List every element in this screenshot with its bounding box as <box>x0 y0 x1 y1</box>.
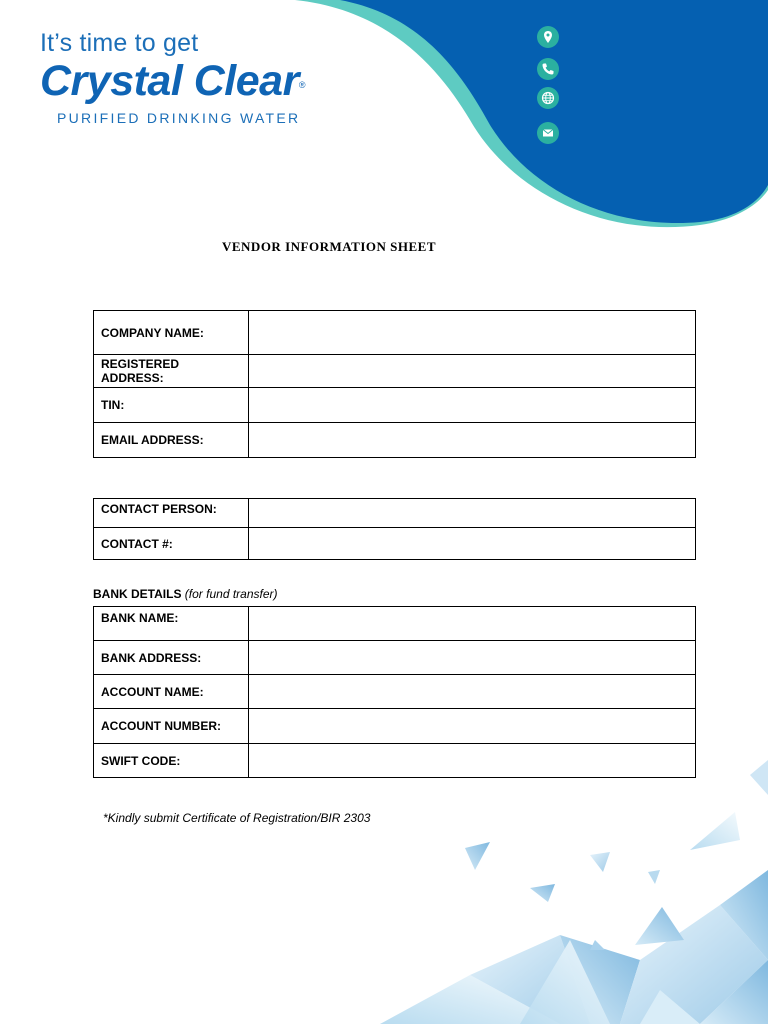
row-label: CONTACT #: <box>94 528 249 560</box>
bank-details-note: (for fund transfer) <box>184 587 278 601</box>
row-label: BANK ADDRESS: <box>94 641 249 675</box>
row-label: TIN: <box>94 388 249 423</box>
row-label: ACCOUNT NAME: <box>94 675 249 709</box>
row-label: SWIFT CODE: <box>94 744 249 778</box>
registered-mark: ® <box>298 80 305 90</box>
row-label: EMAIL ADDRESS: <box>94 423 249 458</box>
row-label: COMPANY NAME: <box>94 311 249 355</box>
row-label: ACCOUNT NUMBER: <box>94 709 249 744</box>
brand-tagline: It’s time to get <box>40 29 199 57</box>
brand-subtitle: PURIFIED DRINKING WATER <box>57 110 301 126</box>
row-label: BANK NAME: <box>94 607 249 641</box>
row-label: REGISTERED ADDRESS: <box>94 355 249 388</box>
document-title: VENDOR INFORMATION SHEET <box>221 239 436 254</box>
row-label: CONTACT PERSON: <box>94 499 249 528</box>
bank-details-heading-text: BANK DETAILS <box>93 587 182 601</box>
footnote: *Kindly submit Certificate of Registration/BIR 2303 <box>103 811 371 825</box>
brand-name-text: Crystal Clear <box>40 57 299 105</box>
